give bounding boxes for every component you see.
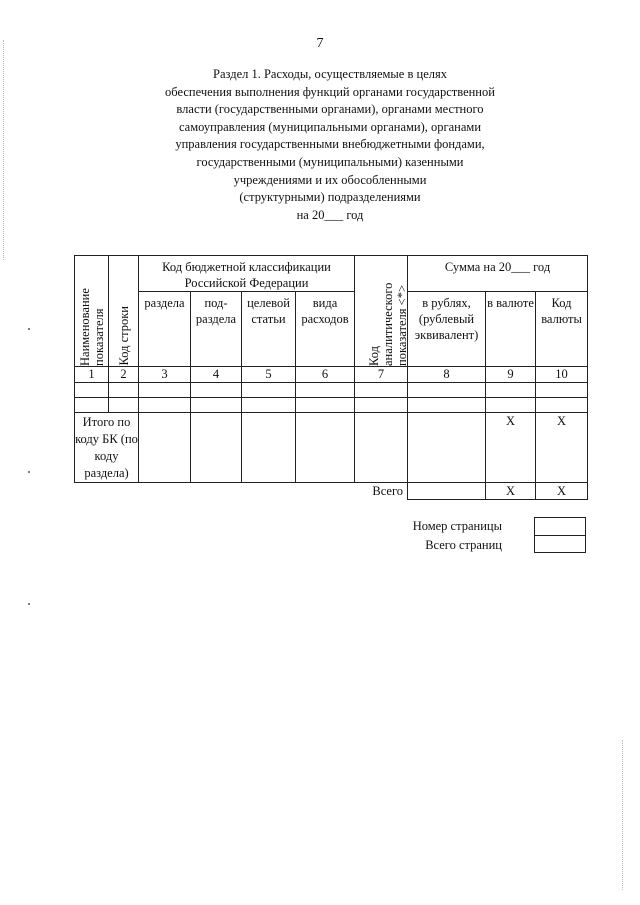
- box-divider: [535, 535, 585, 536]
- header-analytic-code: [355, 256, 408, 367]
- page-number-label: Номер страницы: [412, 519, 502, 533]
- expenses-table: [74, 255, 588, 500]
- column-number: 9: [486, 367, 536, 383]
- total-pages-label: Всего страниц: [425, 538, 502, 552]
- column-number: 3: [139, 367, 191, 383]
- title-line: обеспечения выполнения функций органами государственной: [165, 84, 495, 99]
- header-sum-currency-code: Код валюты: [536, 292, 588, 367]
- header-bk-group: Код бюджетной классификации Российской Федерации: [139, 256, 355, 292]
- header-line-code: [109, 256, 139, 367]
- title-line: власти (государственными органами), органами местного: [176, 102, 484, 117]
- header-analytic-text: Код аналитического показателя <*>: [367, 282, 410, 366]
- header-sum-currency: в валюте: [486, 292, 536, 367]
- header-line-code-text: Код строки: [116, 306, 131, 366]
- scan-edge: [3, 40, 4, 260]
- title-line: самоуправления (муниципальными органами), органами: [178, 119, 482, 134]
- x-mark: X: [536, 483, 588, 500]
- header-bk-podrazdel: под-раздела: [191, 292, 242, 367]
- column-number: 10: [536, 367, 588, 383]
- column-number: 4: [191, 367, 242, 383]
- column-number-row: [75, 367, 588, 383]
- table-row: [75, 383, 588, 398]
- section-title: [130, 66, 530, 224]
- scan-edge: [622, 740, 623, 890]
- title-line: на 20___ год: [296, 207, 364, 222]
- title-line: учреждениями и их обособленными: [233, 172, 427, 187]
- scan-speck: [28, 328, 30, 330]
- header-indicator-name: [75, 256, 109, 367]
- table-row: [75, 398, 588, 413]
- scan-speck: [28, 603, 30, 605]
- column-number: 1: [75, 367, 109, 383]
- total-by-bk-row: [75, 413, 588, 483]
- header-sum-rub: в рублях, (рублевый эквивалент): [408, 292, 486, 367]
- column-number: 2: [109, 367, 139, 383]
- total-by-bk-label: Итого по коду БК (по коду раздела): [75, 413, 139, 483]
- title-line: Раздел 1. Расходы, осуществляемые в целях: [213, 67, 447, 81]
- title-line: (структурными) подразделениями: [239, 190, 421, 205]
- column-number: 5: [242, 367, 296, 383]
- page-number: 7: [316, 36, 324, 51]
- x-mark: X: [486, 483, 536, 500]
- footer-labels: [360, 517, 502, 555]
- column-number: 8: [408, 367, 486, 383]
- grand-total-label: Всего: [372, 483, 404, 498]
- title-line: государственными (муниципальными) казенными: [196, 154, 464, 169]
- grand-total-row: [75, 483, 588, 500]
- column-number: 6: [296, 367, 355, 383]
- header-bk-expense: вида расходов: [296, 292, 355, 367]
- scan-speck: [28, 471, 30, 473]
- x-mark: X: [486, 413, 536, 483]
- column-number: 7: [355, 367, 408, 383]
- title-line: управления государственными внебюджетными фондами,: [175, 137, 485, 152]
- x-mark: X: [536, 413, 588, 483]
- header-bk-target: целевой статьи: [242, 292, 296, 367]
- header-indicator-text: Наименование показателя: [77, 288, 106, 366]
- page-count-box: [534, 517, 586, 553]
- header-sum-group: Сумма на 20___ год: [408, 256, 588, 292]
- header-bk-razdel: раздела: [139, 292, 191, 367]
